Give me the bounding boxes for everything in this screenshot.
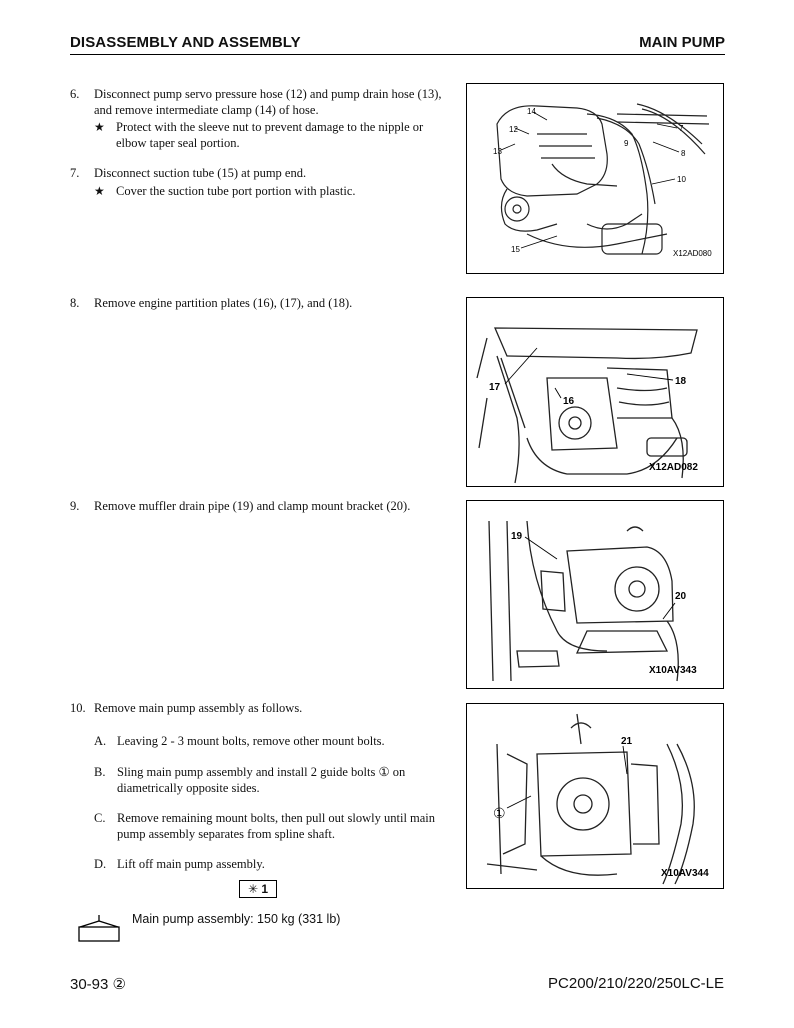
callout-label: ① (493, 805, 506, 821)
step-text-line: Disconnect suction tube (15) at pump end. (94, 166, 307, 180)
callout-label: 18 (675, 376, 687, 387)
step-7 (70, 165, 470, 183)
step-10 (70, 700, 470, 718)
substep-text-line: Remove remaining mount bolts, then pull out slowly until main (117, 811, 436, 825)
callout-label: 13 (493, 147, 502, 156)
note-text-line: elbow taper seal portion. (116, 136, 240, 150)
page-number: 30-93 ② (70, 976, 126, 993)
muffler-pipe-illustration (467, 501, 723, 688)
weight-label: Main pump assembly: 150 kg (331 lb) (132, 912, 341, 926)
figure-code: X12AD082 (649, 462, 698, 473)
model-number: PC200/210/220/250LC-LE (548, 975, 724, 992)
star-icon: ★ (94, 184, 105, 198)
substep-letter: B. (94, 765, 106, 779)
figure-code: X10AV344 (661, 868, 709, 879)
callout-label: 14 (527, 107, 536, 116)
callout-label: 19 (511, 531, 523, 542)
callout-label: 16 (563, 396, 575, 407)
callout-label: 20 (675, 591, 687, 602)
step-number: 10. (70, 701, 86, 715)
partition-plates-illustration (467, 298, 723, 486)
figure-code: X12AD080 (673, 249, 712, 258)
substep-text-line: diametrically opposite sides. (117, 781, 260, 795)
reassembly-marker: ✳ 1 (239, 880, 277, 898)
substep-b (94, 764, 469, 798)
step-number: 8. (70, 296, 80, 310)
substep-letter: A. (94, 734, 107, 748)
figure-code: X10AV343 (649, 665, 697, 676)
step-7-note (94, 183, 474, 201)
step-number: 9. (70, 499, 80, 513)
substep-text-line: Lift off main pump assembly. (117, 857, 265, 871)
step-6-note (94, 119, 474, 153)
step-6 (70, 86, 470, 120)
step-8 (70, 295, 470, 313)
step-number: 7. (70, 166, 80, 180)
figure-photo-2 (466, 297, 724, 487)
callout-label: 8 (681, 149, 686, 158)
figure-photo-4 (466, 703, 724, 889)
substep-letter: D. (94, 857, 107, 871)
substep-d (94, 856, 469, 874)
callout-label: 21 (621, 736, 633, 747)
substep-a (94, 733, 469, 751)
hoist-weight-icon (76, 913, 122, 943)
step-text-line: Disconnect pump servo pressure hose (12) and pump drain hose (13), (94, 87, 442, 101)
page-header (70, 32, 725, 55)
callout-label: 15 (511, 245, 520, 254)
step-text-line: Remove muffler drain pipe (19) and clamp mount bracket (20). (94, 499, 411, 513)
step-9 (70, 498, 470, 516)
substep-letter: C. (94, 811, 106, 825)
callout-label: 9 (624, 139, 629, 148)
step-text-line: Remove main pump assembly as follows. (94, 701, 303, 715)
chapter-title: MAIN PUMP (639, 34, 725, 51)
pump-hoses-illustration (467, 84, 723, 273)
callout-label: 12 (509, 125, 518, 134)
pump-removal-illustration (467, 704, 723, 888)
callout-label: 10 (677, 175, 686, 184)
substep-text-line: Leaving 2 - 3 mount bolts, remove other mount bolts. (117, 734, 385, 748)
substep-text-line: Sling main pump assembly and install 2 guide bolts ① on (117, 765, 406, 779)
figure-photo-3 (466, 500, 724, 689)
substep-text-line: pump assembly separates from spline shaft. (117, 827, 336, 841)
step-text-line: and remove intermediate clamp (14) of hose. (94, 103, 319, 117)
figure-photo-1 (466, 83, 724, 274)
step-text-line: Remove engine partition plates (16), (17), and (18). (94, 296, 353, 310)
note-text-line: Protect with the sleeve nut to prevent damage to the nipple or (116, 120, 424, 134)
callout-label: 17 (489, 382, 501, 393)
substep-c (94, 810, 469, 844)
step-number: 6. (70, 87, 80, 101)
section-title: DISASSEMBLY AND ASSEMBLY (70, 34, 301, 51)
callout-label: 7 (679, 124, 684, 133)
star-icon: ★ (94, 120, 105, 134)
note-text-line: Cover the suction tube port portion with plastic. (116, 184, 356, 198)
